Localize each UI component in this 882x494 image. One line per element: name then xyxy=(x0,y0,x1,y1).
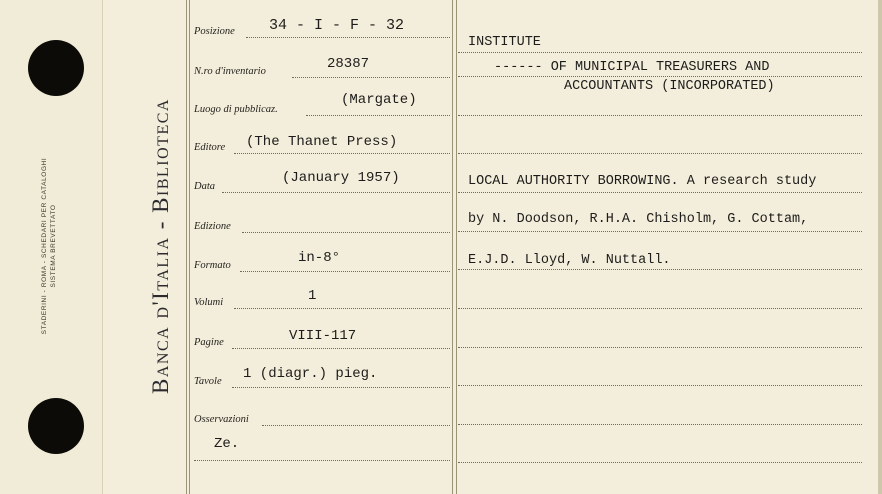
entry-line-2: ------ OF MUNICIPAL TREASURERS AND xyxy=(494,60,770,75)
entry-line-1: INSTITUTE xyxy=(468,35,541,50)
field-label-edizione: Edizione xyxy=(194,221,231,232)
field-line-inventario xyxy=(292,77,450,78)
entry-line-5: by N. Doodson, R.H.A. Chisholm, G. Cottam, xyxy=(468,212,809,227)
field-label-osservazioni: Osservazioni xyxy=(194,414,249,425)
field-line-osservazioni-2 xyxy=(194,460,450,461)
field-value-formato: in-8° xyxy=(298,250,341,266)
field-line-data xyxy=(222,192,450,193)
right-line-1 xyxy=(458,52,862,53)
right-line-9 xyxy=(458,347,862,348)
right-line-5 xyxy=(458,192,862,193)
right-line-4 xyxy=(458,153,862,154)
field-value-tavole: 1 (diagr.) pieg. xyxy=(243,366,378,382)
punch-hole-bottom xyxy=(28,398,84,454)
field-value-luogo: (Margate) xyxy=(341,92,417,108)
field-line-luogo xyxy=(306,115,450,116)
field-value-volumi: 1 xyxy=(308,288,317,304)
entry-line-3: ACCOUNTANTS (INCORPORATED) xyxy=(564,79,775,94)
field-value-data: (January 1957) xyxy=(282,170,400,186)
field-value-editore: (The Thanet Press) xyxy=(246,134,398,150)
entry-line-4: LOCAL AUTHORITY BORROWING. A research study xyxy=(468,174,817,189)
field-label-volumi: Volumi xyxy=(194,297,224,308)
field-label-inventario: N.ro d'inventario xyxy=(194,66,266,77)
field-line-formato xyxy=(240,271,450,272)
entry-line-6: E.J.D. Lloyd, W. Nuttall. xyxy=(468,253,671,268)
divider-left-2 xyxy=(189,0,190,494)
field-label-posizione: Posizione xyxy=(194,26,235,37)
right-line-11 xyxy=(458,424,862,425)
printer-imprint xyxy=(40,158,58,335)
field-line-edizione xyxy=(242,232,450,233)
card-edge xyxy=(878,0,882,494)
field-label-luogo: Luogo di pubblicaz. xyxy=(194,104,278,115)
field-line-editore xyxy=(234,153,450,154)
divider-mid-2 xyxy=(456,0,457,494)
printer-line-2: SISTEMA BREVETTATO xyxy=(50,204,57,288)
field-line-pagine xyxy=(232,348,450,349)
printer-line-1: STADERINI - ROMA - SCHEDARI PER CATALOGHI xyxy=(41,157,48,335)
field-value-osservazioni: Ze. xyxy=(214,436,240,452)
left-strip xyxy=(0,0,103,494)
right-line-10 xyxy=(458,385,862,386)
field-value-posizione: 34 - I - F - 32 xyxy=(269,17,405,34)
divider-mid-1 xyxy=(452,0,453,494)
right-line-2 xyxy=(458,76,862,77)
punch-hole-top xyxy=(28,40,84,96)
field-line-tavole xyxy=(232,387,450,388)
field-label-tavole: Tavole xyxy=(194,376,222,387)
field-label-data: Data xyxy=(194,181,215,192)
right-line-6 xyxy=(458,231,862,232)
right-line-8 xyxy=(458,308,862,309)
field-line-posizione xyxy=(246,37,450,38)
right-line-3 xyxy=(458,115,862,116)
bank-title: Banca d'Italia - Biblioteca xyxy=(148,98,173,394)
field-value-inventario: 28387 xyxy=(327,56,370,72)
field-line-volumi xyxy=(234,308,450,309)
field-value-pagine: VIII-117 xyxy=(289,328,357,344)
right-line-12 xyxy=(458,462,862,463)
field-line-osservazioni xyxy=(262,425,450,426)
field-label-formato: Formato xyxy=(194,260,231,271)
field-label-pagine: Pagine xyxy=(194,337,224,348)
right-line-7 xyxy=(458,269,862,270)
field-label-editore: Editore xyxy=(194,142,226,153)
divider-left-1 xyxy=(186,0,187,494)
